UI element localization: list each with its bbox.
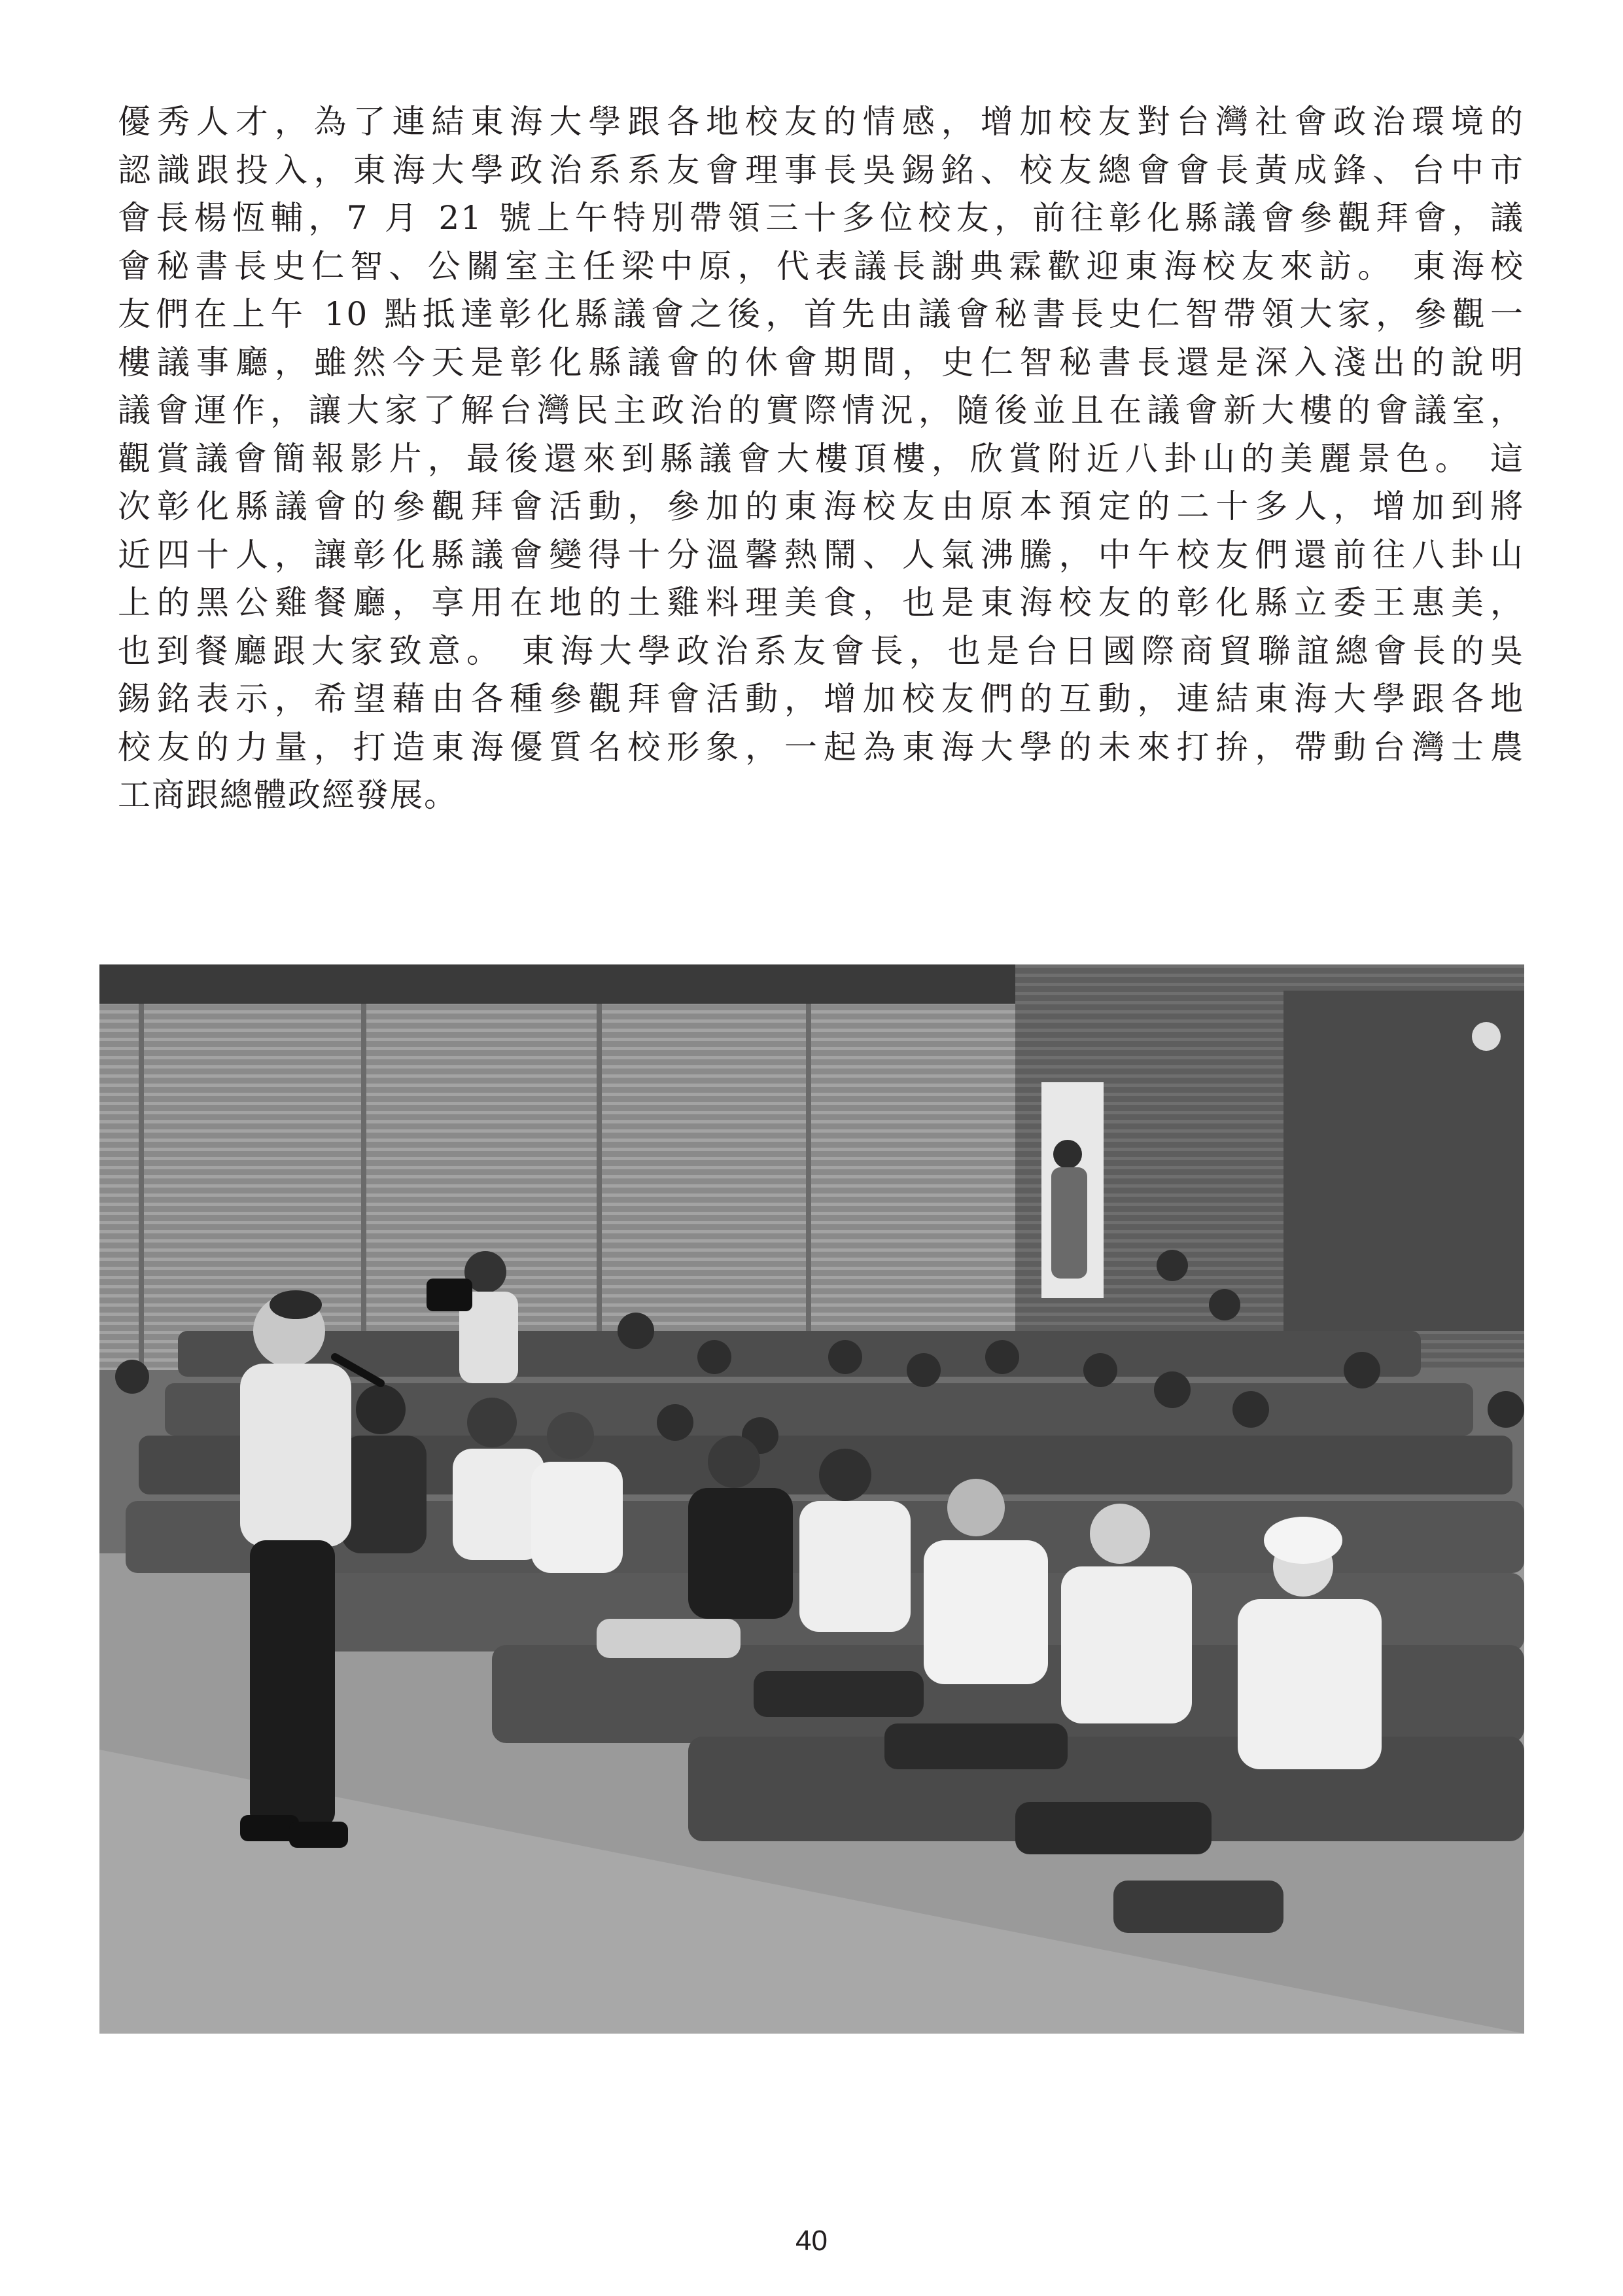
article-line: 校友的力量，打造東海優質名校形象，一起為東海大學的未來打拚，帶動台灣士農 — [118, 728, 1524, 766]
article-line: 會長楊恆輔，7 月 21 號上午特別帶領三十多位校友，前往彰化縣議會參觀拜會，議 — [118, 199, 1524, 237]
article-line: 會秘書長史仁智、公關室主任梁中原，代表議長謝典霖歡迎東海校友來訪。 東海校 — [118, 247, 1524, 285]
event-photo — [99, 964, 1524, 2034]
article-line: 次彰化縣議會的參觀拜會活動，參加的東海校友由原本預定的二十多人，增加到將 — [118, 487, 1524, 525]
article-line: 議會運作，讓大家了解台灣民主政治的實際情況，隨後並且在議會新大樓的會議室， — [118, 391, 1524, 429]
article-line: 近四十人，讓彰化縣議會變得十分溫馨熱鬧、人氣沸騰，中午校友們還前往八卦山 — [118, 535, 1524, 574]
page-number: 40 — [795, 2225, 828, 2257]
article-line: 觀賞議會簡報影片，最後還來到縣議會大樓頂樓，欣賞附近八卦山的美麗景色。 這 — [118, 439, 1524, 478]
article-line: 錫銘表示，希望藉由各種參觀拜會活動，增加校友們的互動，連結東海大學跟各地 — [118, 680, 1524, 718]
article-body — [118, 98, 1524, 820]
article-line: 工商跟總體政經發展。 — [118, 776, 458, 814]
article-line: 認識跟投入，東海大學政治系系友會理事長吳錫銘、校友總會會長黃成鋒、台中市 — [118, 150, 1524, 189]
photo-illustration — [99, 964, 1524, 2034]
article-line: 優秀人才，為了連結東海大學跟各地校友的情感，增加校友對台灣社會政治環境的 — [118, 103, 1524, 141]
camera-icon — [427, 1279, 472, 1311]
article-line: 友們在上午 10 點抵達彰化縣議會之後，首先由議會秘書長史仁智帶領大家，參觀一 — [118, 295, 1524, 333]
security-camera — [1472, 1022, 1501, 1051]
article-line: 樓議事廳，雖然今天是彰化縣議會的休會期間，史仁智秘書長還是深入淺出的說明 — [118, 343, 1524, 381]
article-line: 也到餐廳跟大家致意。 東海大學政治系友會長，也是台日國際商貿聯誼總會長的吳 — [118, 631, 1524, 670]
article-line: 上的黑公雞餐廳，享用在地的土雞料理美食，也是東海校友的彰化縣立委王惠美， — [118, 584, 1524, 622]
